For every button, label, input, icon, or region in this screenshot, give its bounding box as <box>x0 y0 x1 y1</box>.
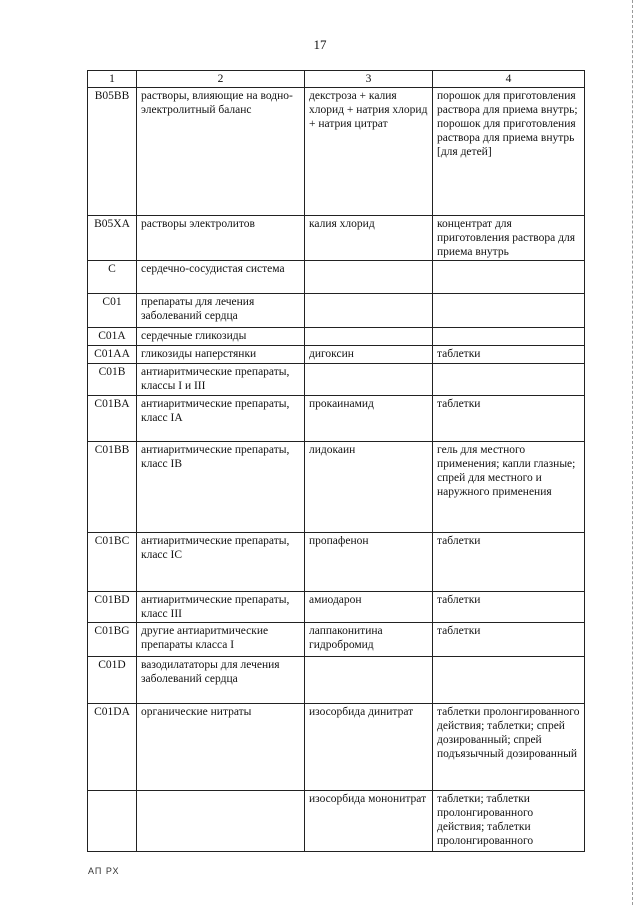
dosage-form-cell: таблетки; таблетки пролонгированного действия; таблетки пролонгированного <box>433 791 585 852</box>
dosage-form-cell: концентрат для приготовления раствора для приема внутрь <box>433 216 585 261</box>
group-cell: растворы, влияющие на водно-электролитный баланс <box>137 88 305 216</box>
dosage-form-cell: таблетки <box>433 592 585 623</box>
drug-cell: лаппаконитина гидробромид <box>305 623 433 657</box>
dosage-form-cell: таблетки <box>433 533 585 592</box>
atc-code-cell: C01BB <box>88 442 137 533</box>
page-edge-line <box>632 0 633 905</box>
header-col-4: 4 <box>433 71 585 88</box>
group-cell: антиаритмические препараты, классы I и III <box>137 364 305 396</box>
page-number: 17 <box>313 37 327 52</box>
group-cell: антиаритмические препараты, класс IC <box>137 533 305 592</box>
table-row <box>88 791 585 852</box>
drug-cell: изосорбида динитрат <box>305 704 433 791</box>
atc-code-cell: C01BA <box>88 396 137 442</box>
atc-code-cell: B05XA <box>88 216 137 261</box>
atc-code-cell: C01B <box>88 364 137 396</box>
table-row <box>88 442 585 533</box>
drug-cell: пропафенон <box>305 533 433 592</box>
footer-mark: АП РХ <box>88 866 120 876</box>
atc-code-cell <box>88 791 137 852</box>
drug-cell: калия хлорид <box>305 216 433 261</box>
drug-cell <box>305 328 433 346</box>
table-row <box>88 346 585 364</box>
group-cell: органические нитраты <box>137 704 305 791</box>
table-row <box>88 261 585 294</box>
drug-cell: амиодарон <box>305 592 433 623</box>
table-row <box>88 364 585 396</box>
dosage-form-cell <box>433 261 585 294</box>
table-header-row <box>88 71 585 88</box>
drug-cell: лидокаин <box>305 442 433 533</box>
header-col-2: 2 <box>137 71 305 88</box>
table-row <box>88 396 585 442</box>
atc-code-cell: C <box>88 261 137 294</box>
atc-code-cell: C01DA <box>88 704 137 791</box>
drug-cell <box>305 294 433 328</box>
drug-cell: изосорбида мононитрат <box>305 791 433 852</box>
table-row <box>88 294 585 328</box>
atc-code-cell: B05BB <box>88 88 137 216</box>
table-row <box>88 657 585 704</box>
dosage-form-cell <box>433 328 585 346</box>
dosage-form-cell: таблетки <box>433 346 585 364</box>
group-cell: сердечные гликозиды <box>137 328 305 346</box>
drug-cell: дигоксин <box>305 346 433 364</box>
atc-code-cell: C01BG <box>88 623 137 657</box>
group-cell: гликозиды наперстянки <box>137 346 305 364</box>
dosage-form-cell: гель для местного применения; капли глазные; спрей для местного и наружного применения <box>433 442 585 533</box>
dosage-form-cell <box>433 657 585 704</box>
table-row <box>88 216 585 261</box>
table-row <box>88 704 585 791</box>
atc-code-cell: C01D <box>88 657 137 704</box>
drug-cell <box>305 364 433 396</box>
table-row <box>88 88 585 216</box>
drug-cell <box>305 261 433 294</box>
dosage-form-cell <box>433 294 585 328</box>
group-cell: сердечно-сосудистая система <box>137 261 305 294</box>
group-cell: вазодилататоры для лечения заболеваний сердца <box>137 657 305 704</box>
drug-cell: прокаинамид <box>305 396 433 442</box>
atc-code-cell: C01BC <box>88 533 137 592</box>
dosage-form-cell: таблетки пролонгированного действия; таблетки; спрей дозированный; спрей подъязычный дозированный <box>433 704 585 791</box>
medication-table <box>87 70 585 852</box>
group-cell: другие антиаритмические препараты класса I <box>137 623 305 657</box>
group-cell: растворы электролитов <box>137 216 305 261</box>
group-cell: антиаритмические препараты, класс III <box>137 592 305 623</box>
table-row <box>88 623 585 657</box>
group-cell <box>137 791 305 852</box>
dosage-form-cell: порошок для приготовления раствора для приема внутрь; порошок для приготовления раствора для приема внутрь [для детей] <box>433 88 585 216</box>
group-cell: антиаритмические препараты, класс IA <box>137 396 305 442</box>
header-col-1: 1 <box>88 71 137 88</box>
group-cell: антиаритмические препараты, класс IB <box>137 442 305 533</box>
dosage-form-cell <box>433 364 585 396</box>
dosage-form-cell: таблетки <box>433 623 585 657</box>
table-row <box>88 533 585 592</box>
drug-cell: декстроза + калия хлорид + натрия хлорид + натрия цитрат <box>305 88 433 216</box>
atc-code-cell: C01 <box>88 294 137 328</box>
group-cell: препараты для лечения заболеваний сердца <box>137 294 305 328</box>
table-row <box>88 328 585 346</box>
drug-cell <box>305 657 433 704</box>
atc-code-cell: C01A <box>88 328 137 346</box>
table-row <box>88 592 585 623</box>
header-col-3: 3 <box>305 71 433 88</box>
dosage-form-cell: таблетки <box>433 396 585 442</box>
atc-code-cell: C01AA <box>88 346 137 364</box>
atc-code-cell: C01BD <box>88 592 137 623</box>
